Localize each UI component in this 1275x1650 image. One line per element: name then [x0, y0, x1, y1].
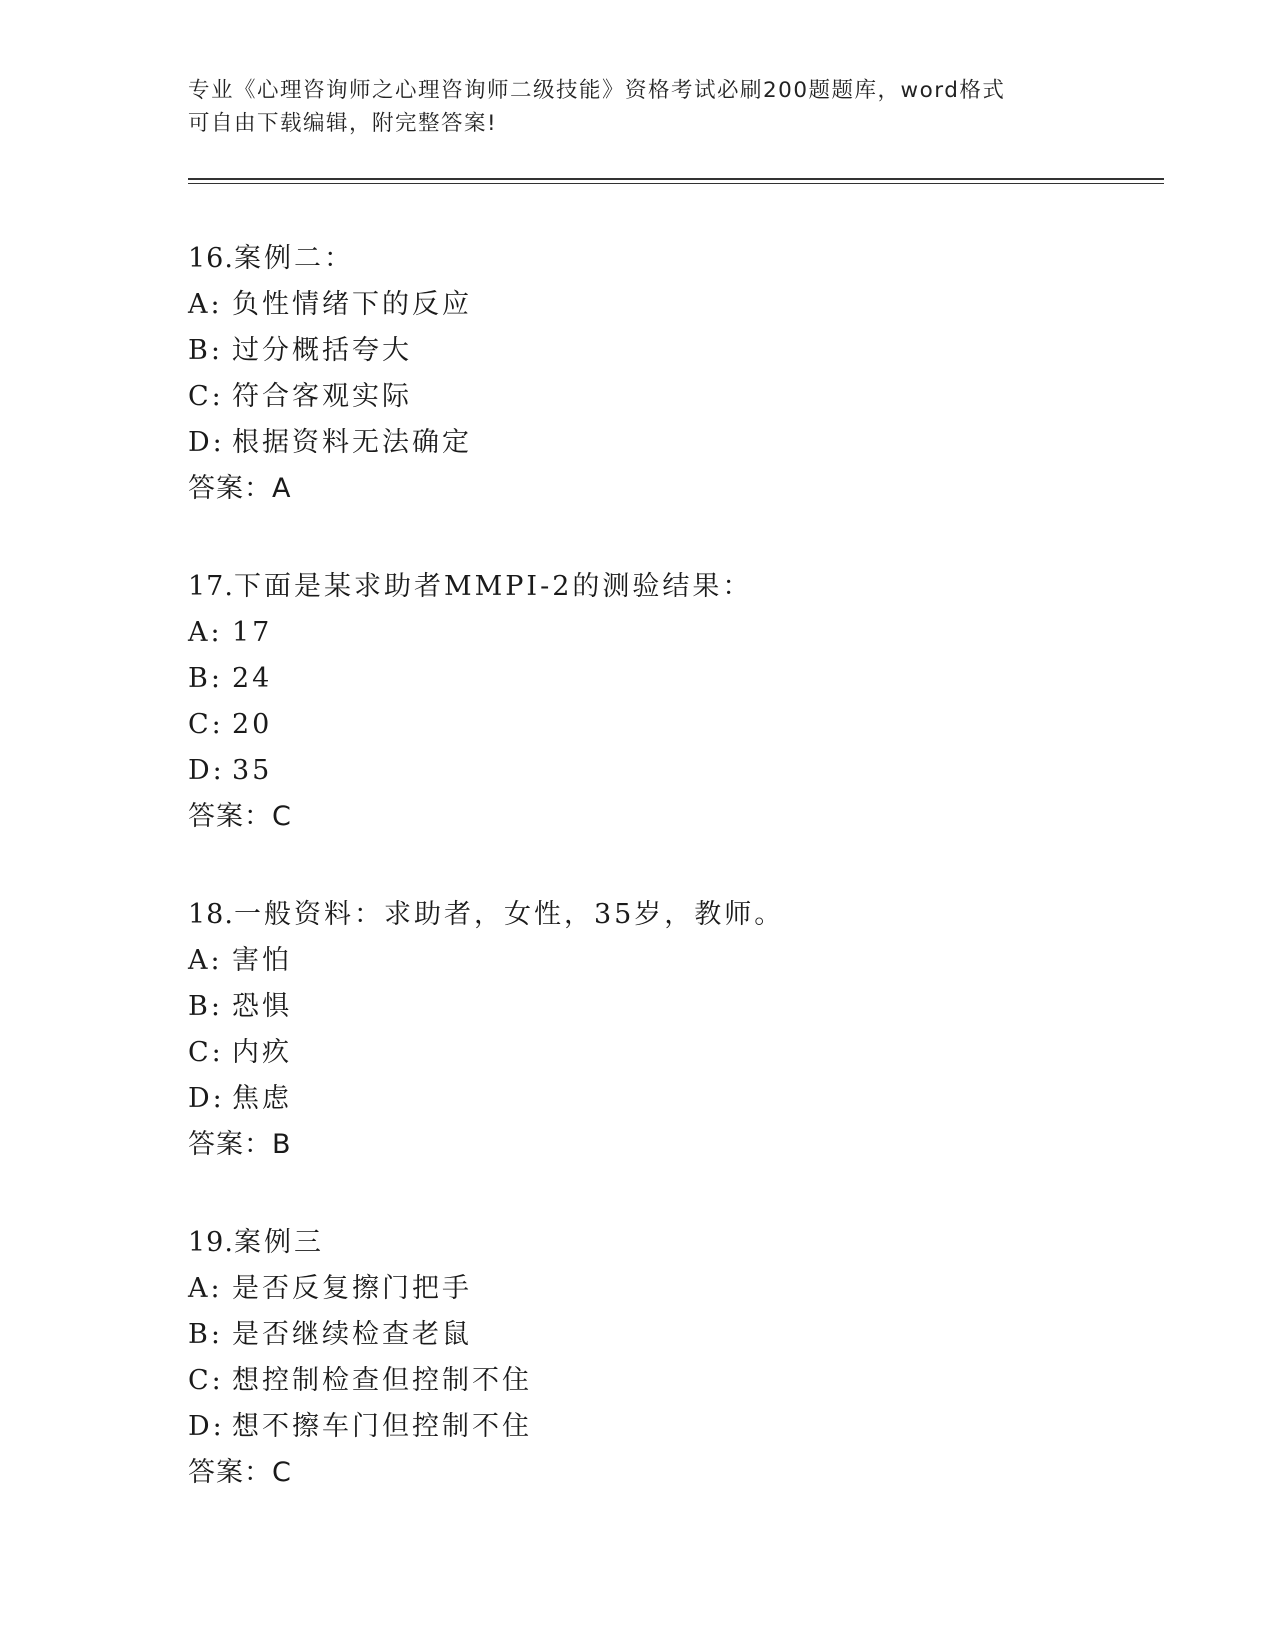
option-c: [188, 1358, 1164, 1404]
option-c: [188, 1030, 1164, 1076]
option-text: 35: [232, 755, 273, 786]
option-letter: C:: [188, 381, 224, 412]
question-text: 案例三: [233, 1227, 324, 1258]
answer-line: 答案：C: [188, 801, 292, 832]
question-stem: [188, 236, 1164, 282]
option-letter: C:: [188, 709, 224, 740]
option-c: [188, 374, 1164, 420]
answer-line: 答案：A: [188, 473, 292, 504]
question-number: 17.: [188, 571, 234, 602]
option-text: 17: [232, 617, 273, 648]
option-letter: D:: [188, 1083, 225, 1114]
question-text: 案例二：: [233, 243, 354, 274]
question-stem: [188, 1220, 1164, 1266]
option-text: 根据资料无法确定: [232, 427, 472, 458]
option-b: [188, 328, 1164, 374]
header-title-line: 专业《心理咨询师之心理咨询师二级技能》资格考试必刷200题题库，word格式: [188, 78, 1006, 103]
option-a: [188, 938, 1164, 984]
option-a: [188, 1266, 1164, 1312]
option-text: 恐惧: [232, 991, 292, 1022]
answer-line: 答案：B: [188, 1129, 292, 1160]
question-number: 16.: [188, 243, 234, 274]
header-divider-thin: [188, 183, 1164, 184]
option-letter: A:: [188, 945, 223, 976]
option-text: 内疚: [232, 1037, 292, 1068]
option-d: [188, 748, 1164, 794]
option-text: 是否继续检查老鼠: [232, 1319, 472, 1350]
option-letter: D:: [188, 427, 225, 458]
question-list: [188, 236, 1164, 1548]
option-letter: A:: [188, 617, 223, 648]
option-text: 是否反复擦门把手: [232, 1273, 472, 1304]
option-a: [188, 610, 1164, 656]
option-a: [188, 282, 1164, 328]
option-text: 害怕: [232, 945, 292, 976]
question-text: 一般资料：求助者，女性，35岁，教师。: [233, 899, 785, 930]
question-16: [188, 236, 1164, 512]
option-letter: D:: [188, 755, 225, 786]
option-c: [188, 702, 1164, 748]
option-text: 想控制检查但控制不住: [232, 1365, 532, 1396]
header-subtitle-line: 可自由下载编辑，附完整答案!: [188, 111, 498, 136]
option-text: 过分概括夸大: [232, 335, 412, 366]
option-text: 负性情绪下的反应: [232, 289, 472, 320]
option-letter: B:: [188, 663, 223, 694]
option-d: [188, 420, 1164, 466]
option-b: [188, 984, 1164, 1030]
question-number: 19.: [188, 1227, 234, 1258]
option-d: [188, 1076, 1164, 1122]
question-17: [188, 564, 1164, 840]
question-text: 下面是某求助者MMPI-2的测验结果：: [233, 571, 753, 602]
option-b: [188, 656, 1164, 702]
document-header: [188, 74, 1088, 140]
option-text: 符合客观实际: [232, 381, 412, 412]
question-number: 18.: [188, 899, 234, 930]
option-b: [188, 1312, 1164, 1358]
option-d: [188, 1404, 1164, 1450]
option-letter: C:: [188, 1037, 224, 1068]
question-stem: [188, 564, 1164, 610]
option-letter: A:: [188, 289, 223, 320]
question-stem: [188, 892, 1164, 938]
question-19: [188, 1220, 1164, 1496]
question-18: [188, 892, 1164, 1168]
answer-line: 答案：C: [188, 1457, 292, 1488]
option-letter: A:: [188, 1273, 223, 1304]
option-text: 焦虑: [232, 1083, 292, 1114]
option-letter: C:: [188, 1365, 224, 1396]
option-text: 24: [232, 663, 273, 694]
option-letter: B:: [188, 1319, 223, 1350]
option-text: 想不擦车门但控制不住: [232, 1411, 532, 1442]
option-letter: B:: [188, 991, 223, 1022]
option-letter: D:: [188, 1411, 225, 1442]
option-text: 20: [232, 709, 273, 740]
header-divider-thick: [188, 178, 1164, 180]
option-letter: B:: [188, 335, 223, 366]
